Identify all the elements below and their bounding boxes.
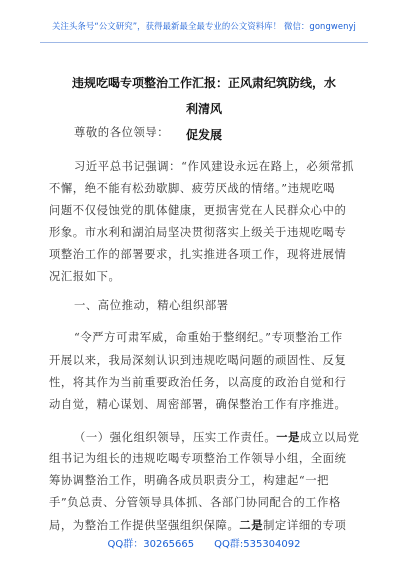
greeting: 尊敬的各位领导： bbox=[74, 126, 170, 139]
promo-header: 关注头条号“公文研究”，获得最新最全最专业的公文资料库！ 微信：gongwenyj bbox=[52, 21, 356, 31]
paragraph-2-line: 动自觉，精心谋划、周密部署，确保整治工作有序推进。 bbox=[49, 398, 347, 411]
emphasis-second: 二是 bbox=[239, 518, 264, 532]
paragraph-3-line bbox=[74, 430, 360, 445]
section-heading-1: 一、高位推动，精心组织部署 bbox=[74, 299, 229, 312]
qq-group-2: QQ群:535304092 bbox=[214, 539, 301, 550]
paragraph-3-line: 组书记为组长的违规吃喝专项整治工作领导小组，全面统 bbox=[49, 452, 347, 465]
paragraph-2-line: 性，将其作为当前重要政治任务，以高度的政治自觉和行 bbox=[49, 376, 347, 389]
title-line-1: 违规吃喝专项整治工作汇报：正风肃纪筑防线，水利清风 bbox=[72, 76, 337, 116]
paragraph-1-line: 项整治工作的部署要求，扎实推进各项工作，现将进展情 bbox=[49, 248, 347, 261]
subsection-heading: （一）强化组织领导，压实工作责任。 bbox=[74, 431, 277, 444]
paragraph-3-line bbox=[49, 518, 346, 533]
paragraph-1-line: 形象。市水利和湖泊局坚决贯彻落实上级关于违规吃喝专 bbox=[49, 226, 347, 239]
emphasis-first: 一是 bbox=[276, 430, 301, 444]
paragraph-3-text: 制定详细的专项 bbox=[263, 519, 347, 532]
qq-group-1: QQ群：30265665 bbox=[107, 539, 195, 550]
header-divider bbox=[40, 42, 368, 43]
paragraph-3-line: 筹协调整治工作，明确各成员职责分工，构建起“一把 bbox=[49, 474, 330, 487]
qq-footer bbox=[0, 535, 408, 550]
paragraph-3-text: 局，为整治工作提供坚强组织保障。 bbox=[49, 519, 240, 532]
paragraph-1-line: 问题不仅侵蚀党的肌体健康，更损害党在人民群众心中的 bbox=[49, 204, 347, 217]
paragraph-1-line: 习近平总书记强调：“作风建设永远在路上，必须常抓 bbox=[74, 160, 355, 173]
paragraph-1-line: 不懈，绝不能有松劲歇脚、疲劳厌战的情绪。”违规吃喝 bbox=[49, 182, 336, 195]
paragraph-3-line: 手”负总责、分管领导具体抓、各部门协同配合的工作格 bbox=[49, 496, 341, 509]
paragraph-2-line: “令严方可肃军威，命重始于整纲纪。”专项整治工作 bbox=[74, 331, 343, 344]
title-line-2: 促发展 bbox=[185, 128, 222, 142]
paragraph-1-line: 况汇报如下。 bbox=[49, 270, 121, 283]
paragraph-2-line: 开展以来，我局深刻认识到违规吃喝问题的顽固性、反复 bbox=[49, 354, 347, 367]
paragraph-3-text: 成立以局党 bbox=[300, 431, 360, 444]
